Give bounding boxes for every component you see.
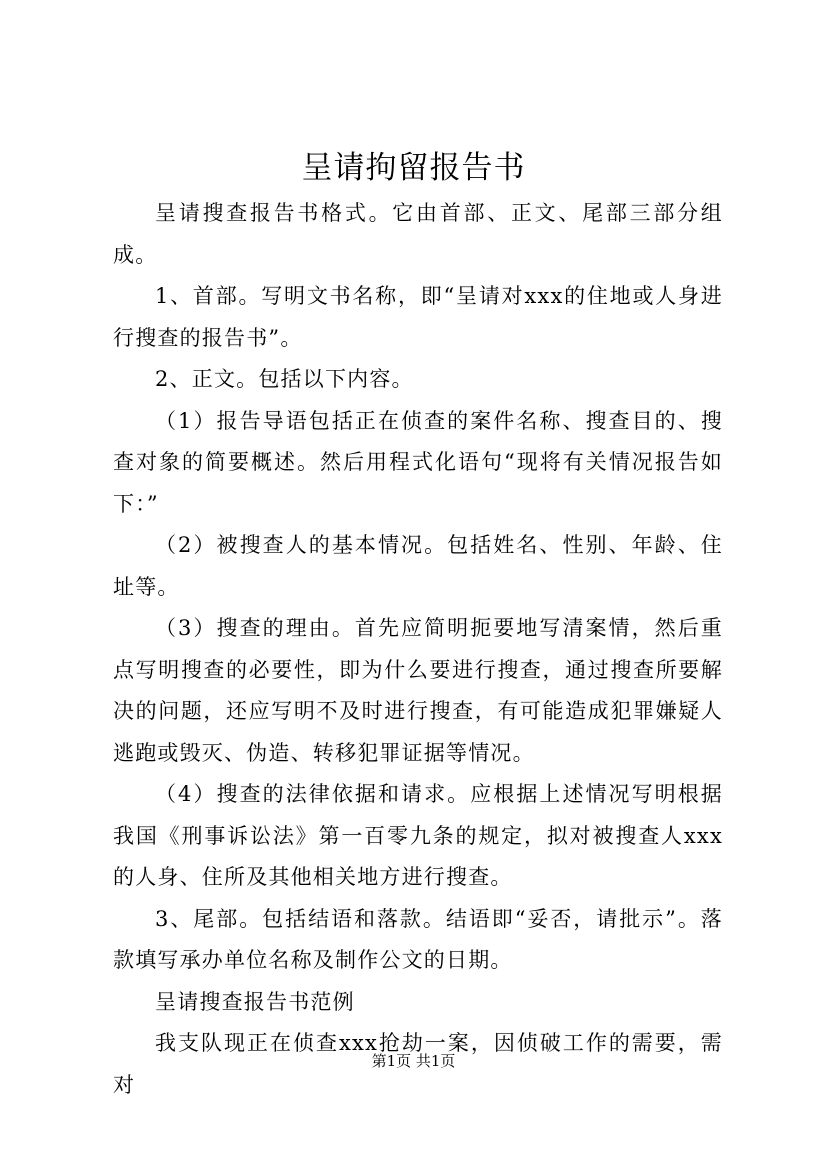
- paragraph-item-4: （4）搜查的法律依据和请求。应根据上述情况写明根据我国《刑事诉讼法》第一百零九条的规定，拟对被搜查人xxx的人身、住所及其他相关地方进行搜查。: [113, 782, 723, 889]
- paragraph-item-2: （2）被搜查人的基本情况。包括姓名、性别、年龄、住址等。: [113, 533, 723, 599]
- document-title: 呈请拘留报告书: [301, 150, 526, 186]
- paragraph-footer-section: 3、尾部。包括结语和落款。结语即“妥否，请批示”。落款填写承办单位名称及制作公文的日期。: [113, 906, 723, 972]
- page-number: 第1页 共1页: [371, 1052, 456, 1070]
- paragraph-body-section: 2、正文。包括以下内容。: [155, 367, 414, 391]
- paragraph-header-section: 1、首部。写明文书名称，即“呈请对xxx的住地或人身进行搜查的报告书”。: [113, 284, 723, 350]
- document-body: [113, 193, 723, 1106]
- paragraph-intro: 呈请搜查报告书格式。它由首部、正文、尾部三部分组成。: [113, 201, 723, 267]
- paragraph-item-3: （3）搜查的理由。首先应简明扼要地写清案情，然后重点写明搜查的必要性，即为什么要进行搜查，通过搜查所要解决的问题，还应写明不及时进行搜查，有可能造成犯罪嫌疑人逃跑或毁灭、伪造、转移犯罪证据等情况。: [113, 616, 723, 765]
- paragraph-example-text: 我支队现正在侦查xxx抢劫一案，因侦破工作的需要，需对: [113, 1031, 723, 1097]
- paragraph-example-heading: 呈请搜查报告书范例: [155, 989, 355, 1014]
- paragraph-item-1: （1）报告导语包括正在侦查的案件名称、搜查目的、搜查对象的简要概述。然后用程式化语句“现将有关情况报告如下：”: [113, 408, 723, 516]
